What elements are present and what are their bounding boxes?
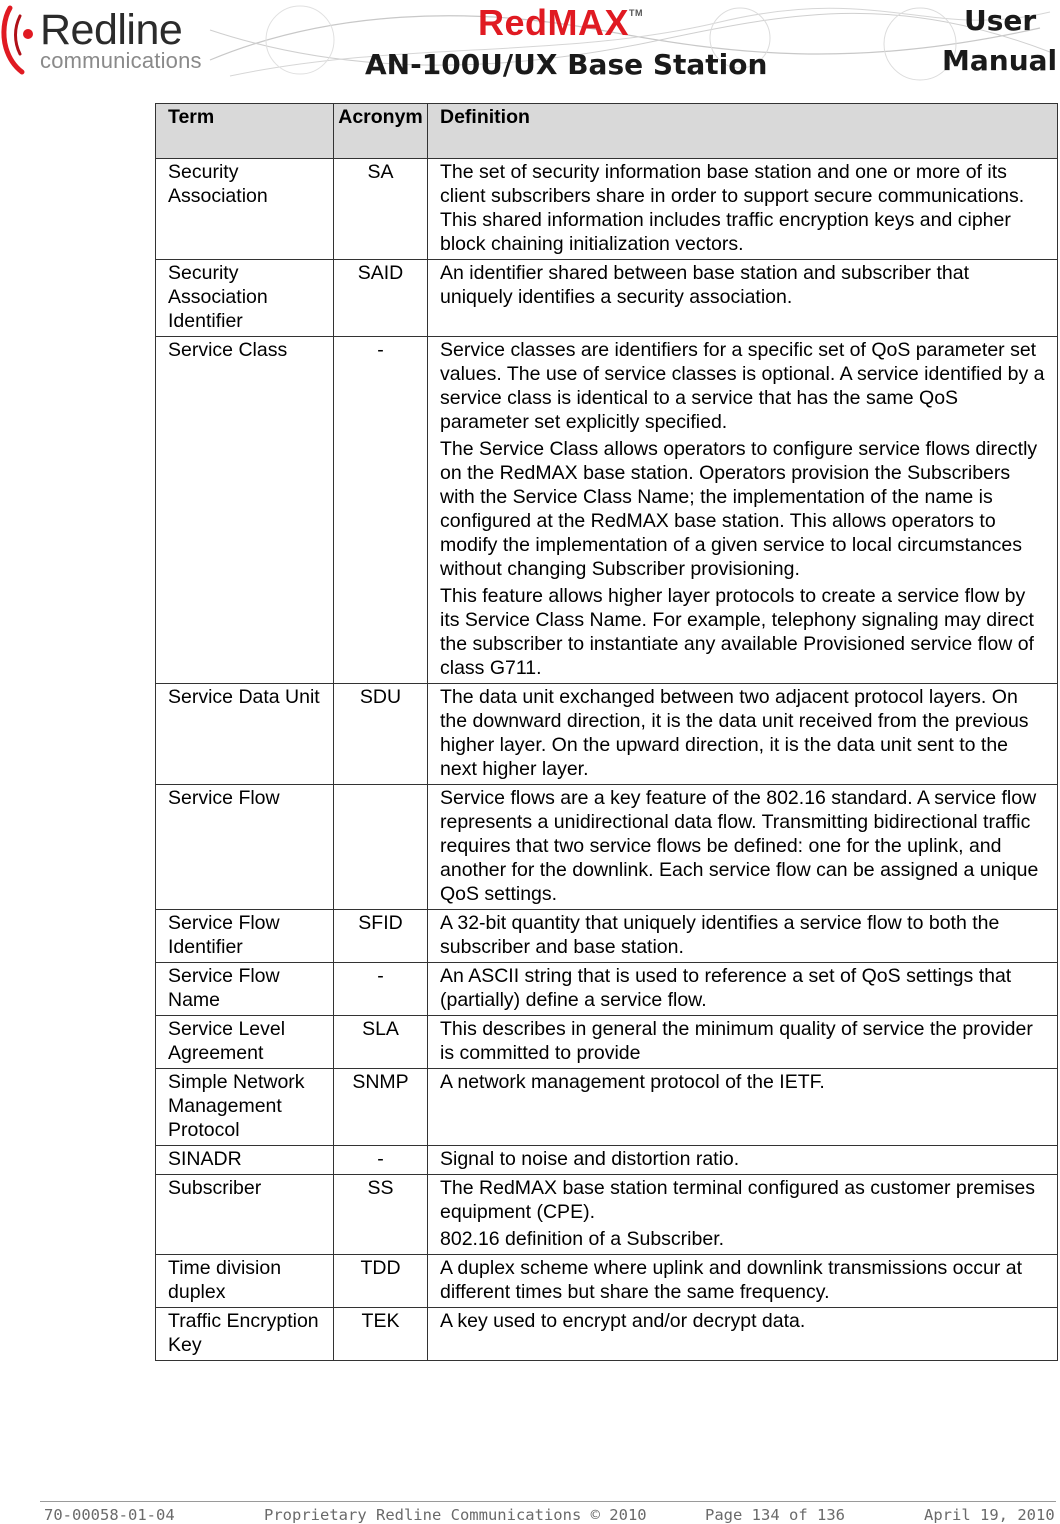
glossary-table — [155, 103, 1058, 1361]
definition-paragraph: A network management protocol of the IETF. — [440, 1071, 825, 1093]
acronym-cell: - — [334, 963, 428, 1016]
definition-paragraph: An ASCII string that is used to reference a set of QoS settings that (partially) define a service flow. — [440, 965, 1012, 1011]
redline-swoosh-icon — [0, 4, 40, 76]
glossary-body — [156, 159, 1058, 1361]
definition-paragraph: Signal to noise and distortion ratio. — [440, 1148, 740, 1170]
table-row — [156, 785, 1058, 910]
definition-paragraph: This feature allows higher layer protocols to create a service flow by its Service Class Name. For example, telephony signaling may direct the subscriber to instantiate any available Provisioned service flow of class G711. — [440, 585, 1034, 679]
definition-paragraph: 802.16 definition of a Subscriber. — [440, 1228, 725, 1250]
acronym-cell: SAID — [334, 260, 428, 337]
table-row — [156, 1308, 1058, 1361]
definition-paragraph: The Service Class allows operators to configure service flows directly on the RedMAX base station. Operators provision the Subscribers with the Service Class Name; the implementation of the name is configured at the RedMAX base station. This allows operators to modify the implementation of a given service to local circumstances without changing Subscriber provisioning. — [440, 438, 1038, 580]
term-cell: Time division duplex — [156, 1255, 334, 1308]
acronym-cell: SA — [334, 159, 428, 260]
logo-subtitle: communications — [40, 48, 202, 73]
table-row — [156, 1255, 1058, 1308]
definition-cell — [428, 260, 1058, 337]
table-row — [156, 337, 1058, 684]
definition-paragraph: The RedMAX base station terminal configured as customer premises equipment (CPE). — [440, 1177, 1036, 1223]
header-term: Term — [156, 104, 334, 159]
brand-trademark: TM — [629, 8, 644, 18]
term-cell: Service Flow Name — [156, 963, 334, 1016]
table-row — [156, 684, 1058, 785]
page-header — [0, 0, 1060, 92]
acronym-cell: SLA — [334, 1016, 428, 1069]
acronym-cell: - — [334, 337, 428, 684]
table-row — [156, 1175, 1058, 1255]
footer-page-number: Page 134 of 136 — [705, 1506, 845, 1524]
definition-paragraph: This describes in general the minimum quality of service the provider is committed to provide — [440, 1018, 1033, 1064]
definition-cell — [428, 910, 1058, 963]
table-row — [156, 260, 1058, 337]
header-definition: Definition — [428, 104, 1058, 159]
manual-label-line1: User — [964, 4, 1037, 37]
acronym-cell: TDD — [334, 1255, 428, 1308]
acronym-cell: SDU — [334, 684, 428, 785]
brand-red: Red — [478, 2, 548, 43]
footer-doc-number: 70-00058-01-04 — [44, 1506, 175, 1524]
table-row — [156, 1016, 1058, 1069]
acronym-cell: SNMP — [334, 1069, 428, 1146]
definition-cell — [428, 1016, 1058, 1069]
term-cell: Service Data Unit — [156, 684, 334, 785]
definition-paragraph: The set of security information base station and one or more of its client subscribers share in order to support secure communications. This shared information includes traffic encryption keys and cipher block chaining initialization vectors. — [440, 161, 1025, 255]
term-cell: Service Level Agreement — [156, 1016, 334, 1069]
manual-label-line2: Manual — [942, 44, 1058, 77]
acronym-cell: - — [334, 1146, 428, 1175]
definition-paragraph: Service flows are a key feature of the 802.16 standard. A service flow represents a unidirectional data flow. Transmitting bidirectional traffic requires that two service flows be defined: one for the uplink, and another for the downlink. Each service flow can be assigned a unique QoS settings. — [440, 787, 1039, 905]
definition-cell — [428, 159, 1058, 260]
term-cell: Service Flow — [156, 785, 334, 910]
definition-paragraph: A key used to encrypt and/or decrypt data. — [440, 1310, 806, 1332]
term-cell: Service Flow Identifier — [156, 910, 334, 963]
definition-cell — [428, 1175, 1058, 1255]
definition-cell — [428, 1146, 1058, 1175]
header-acronym: Acronym — [334, 104, 428, 159]
footer-date: April 19, 2010 — [924, 1506, 1055, 1524]
term-cell: Security Association Identifier — [156, 260, 334, 337]
acronym-cell: SFID — [334, 910, 428, 963]
definition-cell — [428, 1255, 1058, 1308]
brand-max: MAX — [547, 2, 630, 43]
definition-paragraph: A 32-bit quantity that uniquely identifies a service flow to both the subscriber and base station. — [440, 912, 1000, 958]
redmax-brand — [478, 2, 643, 44]
definition-paragraph: An identifier shared between base station and subscriber that uniquely identifies a security association. — [440, 262, 969, 308]
term-cell: Subscriber — [156, 1175, 334, 1255]
term-cell: Security Association — [156, 159, 334, 260]
definition-cell — [428, 963, 1058, 1016]
table-row — [156, 963, 1058, 1016]
definition-paragraph: The data unit exchanged between two adjacent protocol layers. On the downward direction, it is the data unit received from the previous higher layer. On the upward direction, it is the data unit sent to the next higher layer. — [440, 686, 1029, 780]
term-cell: Service Class — [156, 337, 334, 684]
term-cell: SINADR — [156, 1146, 334, 1175]
redline-logo — [0, 4, 210, 76]
acronym-cell: TEK — [334, 1308, 428, 1361]
footer-rule — [40, 1501, 1056, 1502]
definition-cell — [428, 1069, 1058, 1146]
definition-cell — [428, 337, 1058, 684]
definition-paragraph: Service classes are identifiers for a specific set of QoS parameter set values. The use of service classes is optional. A service identified by a service class is identical to a service that has the same QoS parameter set explicitly specified. — [440, 339, 1045, 433]
table-row — [156, 1146, 1058, 1175]
definition-paragraph: A duplex scheme where uplink and downlink transmissions occur at different times but share the same frequency. — [440, 1257, 1023, 1303]
term-cell: Simple Network Management Protocol — [156, 1069, 334, 1146]
acronym-cell: SS — [334, 1175, 428, 1255]
table-row — [156, 910, 1058, 963]
product-title: AN-100U/UX Base Station — [365, 48, 768, 81]
table-row — [156, 1069, 1058, 1146]
logo-name: Redline — [40, 6, 183, 54]
definition-cell — [428, 1308, 1058, 1361]
footer-copyright: Proprietary Redline Communications © 2010 — [264, 1506, 647, 1524]
definition-cell — [428, 684, 1058, 785]
table-row — [156, 159, 1058, 260]
table-header-row — [156, 104, 1058, 159]
acronym-cell — [334, 785, 428, 910]
term-cell: Traffic Encryption Key — [156, 1308, 334, 1361]
definition-cell — [428, 785, 1058, 910]
